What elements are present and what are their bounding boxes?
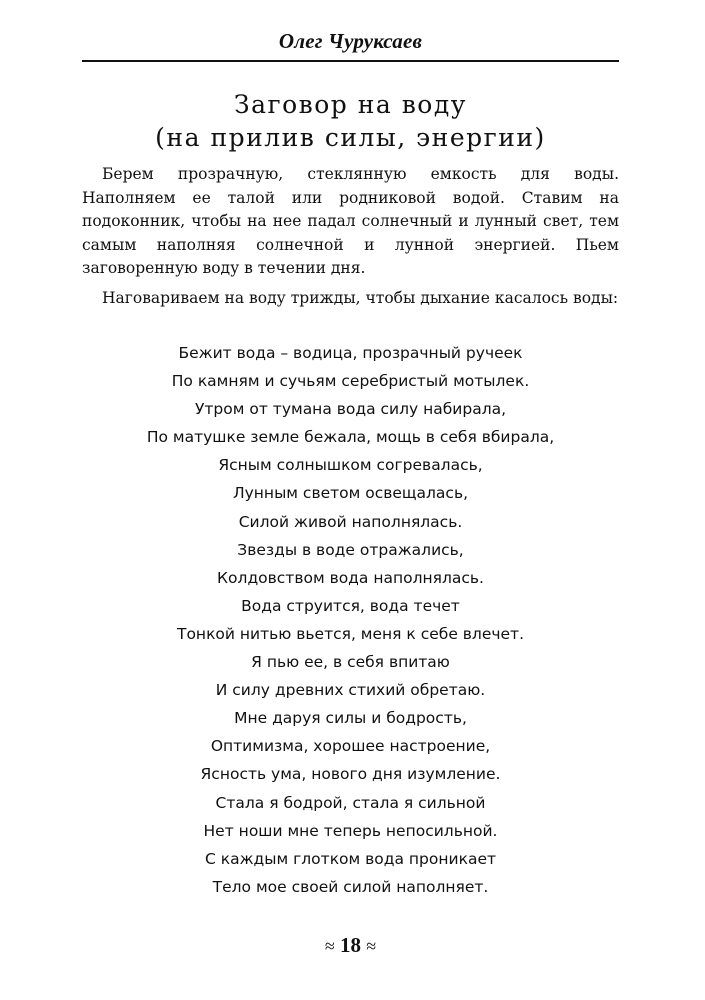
verse-line: Лунным светом освещалась,	[232, 484, 469, 503]
chapter-title-line-1: Заговор на воду	[234, 90, 467, 119]
verse-line: Я пью ее, в себя впитаю	[251, 653, 450, 672]
wave-ornament-left: ≈	[324, 936, 335, 956]
verse-line: Колдовством вода наполнялась.	[217, 568, 484, 587]
verse-line: По матушке земле бежала, мощь в себя вбирала,	[146, 428, 555, 447]
verse-line: Тонкой нитью вьется, меня к себе влечет.	[176, 624, 525, 643]
verse-line: Бежит вода – водица, прозрачный ручеек	[178, 344, 523, 362]
page-number	[82, 930, 619, 961]
chapter-title-line-2: (на прилив силы, энергии)	[155, 123, 546, 152]
verse-line: Звезды в воде отражались,	[237, 540, 464, 559]
wave-ornament-right: ≈	[366, 936, 377, 956]
verse-line: С каждым глотком вода проникает	[204, 849, 497, 868]
verse-line: Вода струится, вода течет	[241, 596, 460, 615]
verse-line: Нет ноши мне теперь непосильной.	[203, 821, 498, 840]
body-text	[82, 163, 619, 310]
verse-line: Мне даруя силы и бодрость,	[234, 709, 467, 728]
verse-line: Утром от тумана вода силу набирала,	[194, 400, 507, 419]
incantation-verse	[82, 339, 619, 901]
verse-line: И силу древних стихий обретаю.	[215, 681, 486, 700]
verse-line: По камням и сучьям серебристый мотылек.	[171, 372, 530, 391]
instruction-paragraph: Берем прозрачную, стеклянную емкость для воды. Наполняем ее талой или родниковой водой. Ставим на подоконник, чтобы на нее падал солнечный и лунный свет, тем самым наполняя солнечной и лунной энергией. Пьем заговоренную воду в течении дня.	[82, 165, 619, 277]
verse-line: Силой живой наполнялась.	[238, 512, 463, 531]
header-divider	[82, 60, 619, 62]
chapter-title	[82, 88, 619, 154]
verse-line: Стала я бодрой, стала я сильной	[215, 793, 486, 812]
running-header-author: Олег Чуруксаев	[278, 29, 423, 53]
page-number-value: 18	[340, 933, 361, 957]
verse-line: Ясность ума, нового дня изумление.	[200, 765, 501, 784]
verse-line: Оптимизма, хорошее настроение,	[210, 737, 491, 756]
verse-line: Тело мое своей силой наполняет.	[212, 877, 489, 896]
intro-paragraph: Наговариваем на воду трижды, чтобы дыхание касалось воды:	[102, 288, 619, 307]
verse-line: Ясным солнышком согревалась,	[218, 456, 483, 475]
